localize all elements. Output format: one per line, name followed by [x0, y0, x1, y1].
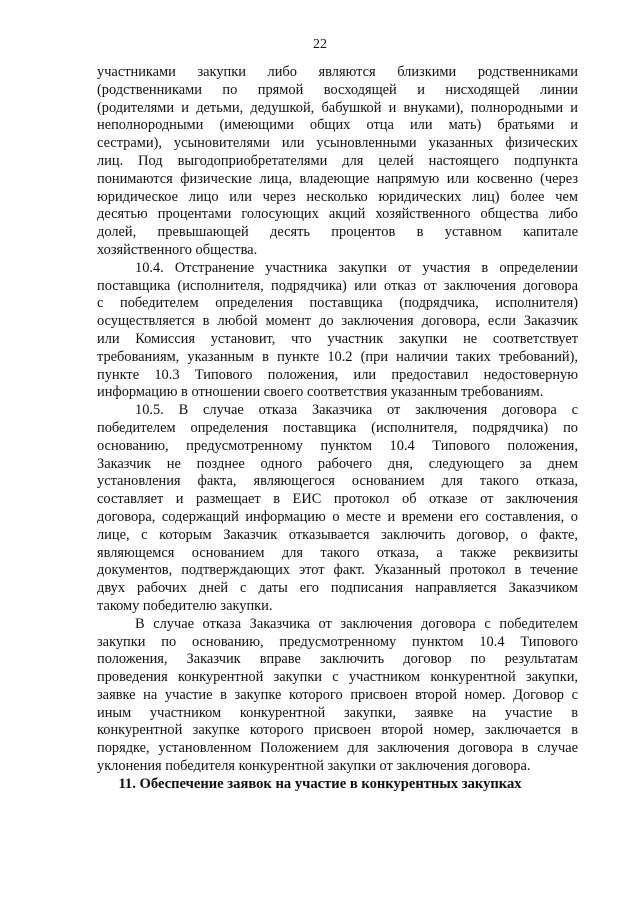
text-line: Заказчик не позднее одного рабочего дня, следующего за днем — [97, 455, 578, 472]
text-line: с победителем определения поставщика (подрядчика, исполнителя) — [97, 295, 578, 312]
paragraph-10-4 — [97, 260, 578, 402]
text-line: десятью процентами голосующих акций хозяйственного общества либо — [97, 206, 578, 223]
document-body — [97, 64, 578, 776]
text-line: пункте 10.3 Типового положения, или предоставил недостоверную — [97, 366, 578, 383]
text-line: поставщика (исполнителя, подрядчика) или отказ от заключения договора — [97, 277, 578, 294]
text-line: 10.5. В случае отказа Заказчика от заключения договора с — [135, 402, 578, 419]
paragraph-beneficiaries — [97, 64, 578, 260]
text-line: двух рабочих дней с даты его подписания направляется Заказчиком — [97, 580, 578, 597]
section-heading: 11. Обеспечение заявок на участие в конкурентных закупках — [118, 776, 522, 792]
text-line: уклонения победителя конкурентной закупки от заключения договора. — [97, 758, 531, 775]
text-line: проведения конкурентной закупки с участником конкурентной закупки, — [97, 669, 578, 686]
text-line: неполнородными (имеющими общих отца или мать) братьями и — [97, 117, 578, 134]
text-line: установления факта, являющегося основанием для такого отказа, — [97, 473, 578, 490]
text-line: сестрами), усыновителями или усыновленными указанных физических — [97, 135, 578, 152]
text-line: лице, с которым Заказчик отказывается заключить договор, о факте, — [97, 526, 578, 543]
text-line: иным участником конкурентной закупки, заявке на участие в — [97, 704, 578, 721]
text-line: требованиям, указанным в пункте 10.2 (при наличии таких требований), — [97, 348, 578, 365]
text-line: основанию, предусмотренному пунктом 10.4 Типового положения, — [97, 437, 578, 454]
text-line: закупки по основанию, предусмотренному пунктом 10.4 Типового — [97, 633, 578, 650]
text-line: лиц. Под выгодоприобретателями для целей настоящего подпункта — [97, 152, 578, 169]
text-line: понимаются физические лица, владеющие напрямую или косвенно (через — [97, 170, 578, 187]
text-line: являющемся основанием для такого отказа, а также реквизиты — [97, 544, 578, 561]
text-line: заявке на участие в закупке которого присвоен второй номер. Договор с — [97, 686, 578, 703]
text-line: такому победителю закупки. — [97, 597, 273, 614]
text-line: участниками закупки либо являются близкими родственниками — [97, 64, 578, 80]
text-line: составляет и размещает в ЕИС протокол об отказе от заключения — [97, 491, 578, 508]
text-line: В случае отказа Заказчика от заключения договора с победителем — [135, 615, 578, 632]
text-line: долей, превышающей десять процентов в уставном капитале — [97, 224, 578, 241]
text-line: победителем определения поставщика (исполнителя, подрядчика) по — [97, 419, 578, 436]
paragraph-refusal-second-number — [97, 616, 578, 776]
text-line: договора, содержащий информацию о месте и времени его составления, о — [97, 508, 578, 525]
text-line: 10.4. Отстранение участника закупки от участия в определении — [135, 259, 578, 276]
text-line: юридическое лицо или через несколько юридических лиц) более чем — [97, 188, 578, 205]
page-number: 22 — [313, 37, 327, 52]
text-line: конкурентной закупке которого присвоен второй номер, заключается в — [97, 722, 578, 739]
text-line: или Комиссия установит, что участник закупки не соответствует — [97, 330, 578, 347]
text-line: положения, Заказчик вправе заключить договор по результатам — [97, 651, 578, 668]
paragraph-10-5 — [97, 402, 578, 616]
text-line: осуществляется в любой момент до заключения договора, если Заказчик — [97, 313, 578, 330]
text-line: (родителями и детьми, дедушкой, бабушкой и внуками), полнородными и — [97, 99, 578, 116]
text-line: документов, подтверждающих этот факт. Указанный протокол в течение — [97, 562, 578, 579]
text-line: порядке, установленном Положением для заключения договора в случае — [97, 740, 578, 757]
text-line: (родственниками по прямой восходящей и нисходящей линии — [97, 81, 578, 98]
text-line: хозяйственного общества. — [97, 241, 258, 258]
text-line: информацию в отношении своего соответствия указанным требованиям. — [97, 384, 544, 401]
